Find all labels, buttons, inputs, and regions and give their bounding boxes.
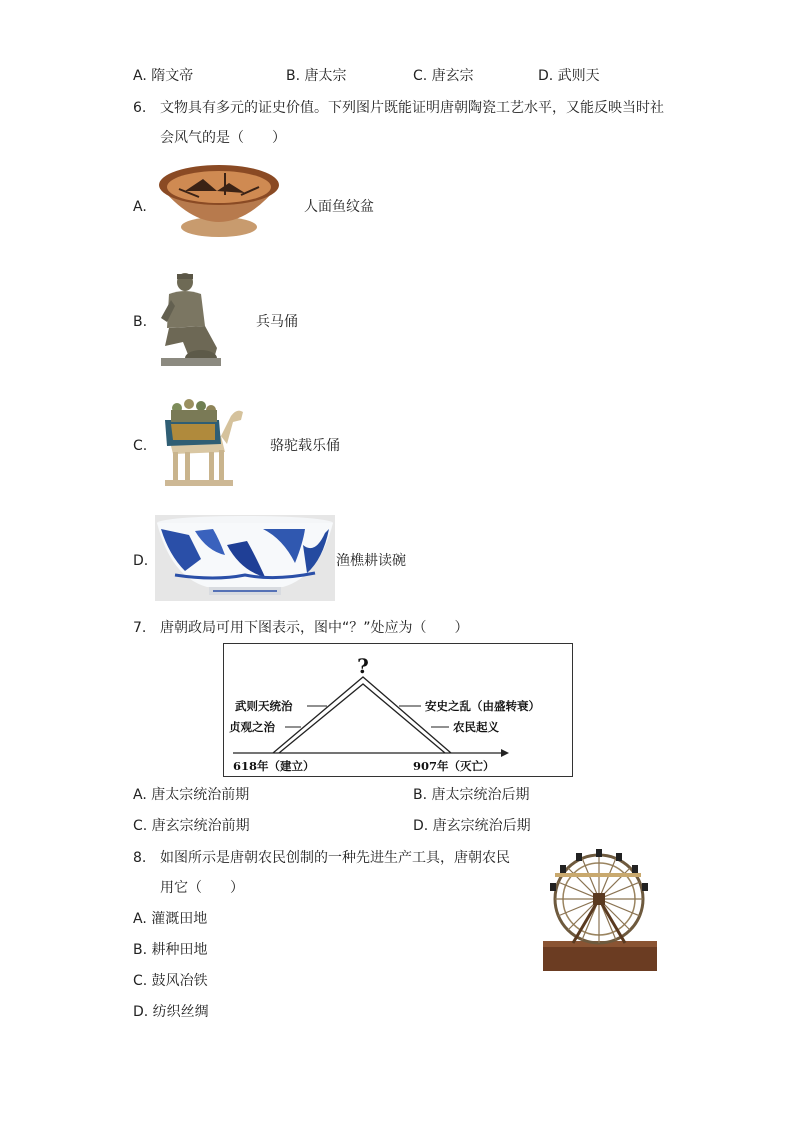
q8-number: 8. xyxy=(133,850,147,866)
q5-option-c[interactable]: C. 唐玄宗 xyxy=(413,68,474,84)
q5-option-a[interactable]: A. 隋文帝 xyxy=(133,68,194,84)
q6-option-c-label: 骆驼载乐俑 xyxy=(270,438,340,454)
q8-option-a[interactable]: A. 灌溉田地 xyxy=(133,911,208,927)
q6-option-c-letter[interactable]: C. xyxy=(133,438,148,454)
q6-stem-line2: 会风气的是（ ） xyxy=(160,130,286,146)
label-anshi-rebellion: 安史之乱（由盛转衰） xyxy=(425,699,540,713)
q8-option-d[interactable]: D. 纺织丝绸 xyxy=(133,1004,209,1020)
q6-option-d-letter[interactable]: D. xyxy=(133,553,149,569)
water-wheel-image xyxy=(543,843,657,971)
pottery-basin-image xyxy=(155,161,283,245)
q6-option-d-label: 渔樵耕读碗 xyxy=(336,553,406,569)
q6-number: 6. xyxy=(133,100,147,116)
blue-white-bowl-image xyxy=(155,515,335,601)
q7-option-a[interactable]: A. 唐太宗统治前期 xyxy=(133,787,250,803)
q8-stem-line1: 如图所示是唐朝农民创制的一种先进生产工具，唐朝农民 xyxy=(160,850,510,866)
q7-number: 7. xyxy=(133,620,147,636)
label-peasant-uprising: 农民起义 xyxy=(453,720,499,734)
q5-option-d[interactable]: D. 武则天 xyxy=(538,68,600,84)
q7-option-d[interactable]: D. 唐玄宗统治后期 xyxy=(413,818,531,834)
q8-option-c[interactable]: C. 鼓风冶铁 xyxy=(133,973,208,989)
q7-option-c[interactable]: C. 唐玄宗统治前期 xyxy=(133,818,250,834)
q6-option-a-letter[interactable]: A. xyxy=(133,199,147,215)
label-end-907: 907年（灭亡） xyxy=(413,759,495,773)
q8-stem-line2: 用它（ ） xyxy=(160,880,244,896)
q5-options xyxy=(133,67,733,85)
label-wu-zetian: 武则天统治 xyxy=(235,699,293,713)
q7-option-b[interactable]: B. 唐太宗统治后期 xyxy=(413,787,530,803)
terracotta-warrior-image xyxy=(155,270,223,370)
label-zhenguan: 贞观之治 xyxy=(229,720,275,734)
camel-musicians-image xyxy=(155,392,247,488)
q6-option-a-label: 人面鱼纹盆 xyxy=(304,199,374,215)
q5-option-b[interactable]: B. 唐太宗 xyxy=(286,68,347,84)
peak-question-mark: ? xyxy=(357,654,369,678)
q7-stem: 唐朝政局可用下图表示，图中“？”处应为（ ） xyxy=(160,620,469,636)
q6-stem-line1: 文物具有多元的证史价值。下列图片既能证明唐朝陶瓷工艺水平，又能反映当时社 xyxy=(160,100,664,116)
tang-politics-diagram xyxy=(223,643,573,777)
q6-option-b-letter[interactable]: B. xyxy=(133,314,148,330)
q6-option-b-label: 兵马俑 xyxy=(256,314,298,330)
q8-option-b[interactable]: B. 耕种田地 xyxy=(133,942,208,958)
label-start-618: 618年（建立） xyxy=(233,759,315,773)
